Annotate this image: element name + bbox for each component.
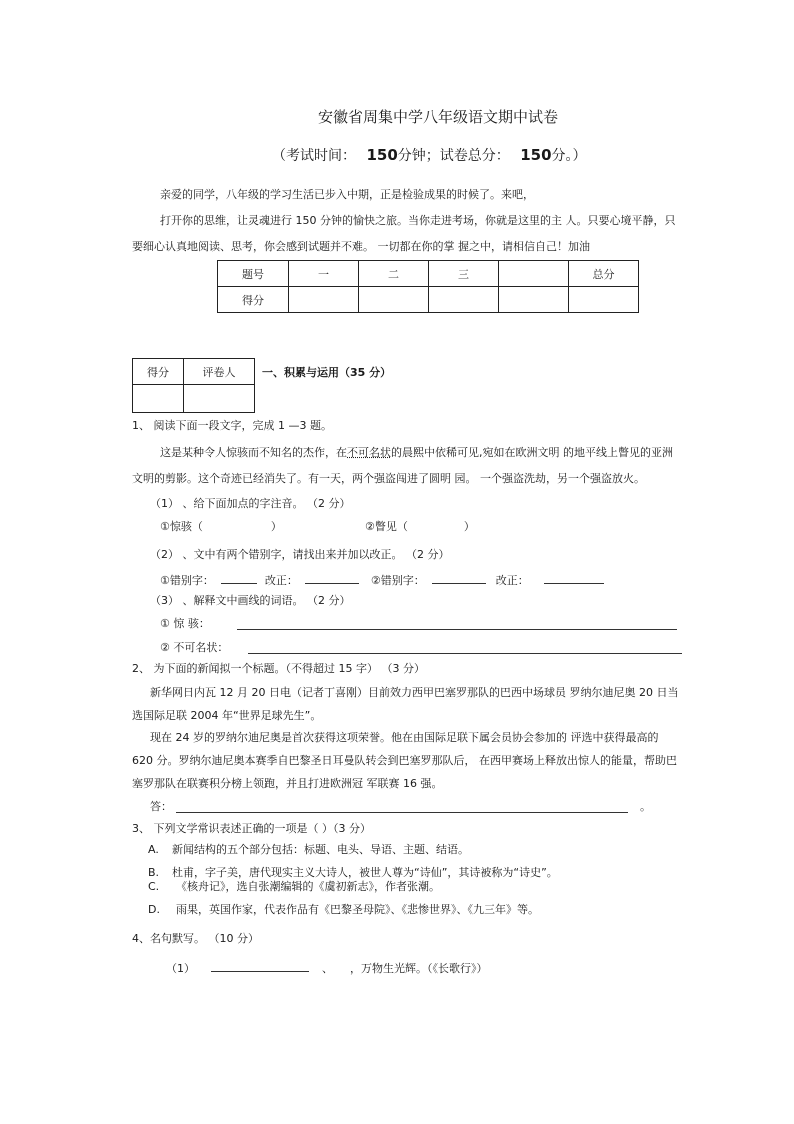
score-cell (289, 287, 359, 313)
sub2-wrong-char-blank-2[interactable] (432, 572, 486, 584)
option-d-letter: D. (148, 903, 160, 916)
exam-subtitle (272, 146, 587, 165)
grader-name-label: 评卷人 (184, 359, 255, 385)
option-b-letter: B. (148, 866, 160, 879)
q1-sub2: （2） 、文中有两个错别字，请找出来并加以改正。 （2 分） (150, 548, 450, 561)
option-c-letter: C. (148, 880, 160, 893)
q4-item-1-number: （1） (166, 962, 195, 975)
q1-paragraph-1 (160, 446, 673, 460)
q4-item-1-sep: 、 (322, 962, 333, 975)
q1-para1-part: 这是某种令人惊骇而不知名的杰作，在 (160, 446, 347, 459)
intro-line-2: 打开你的思维，让灵魂进行 150 分钟的愉快之旅。当你走进考场，你就是这里的主 人。只要心境平静，只 (160, 214, 676, 227)
q1-paragraph-2: 文明的剪影。这个奇迹已经消失了。有一天，两个强盗闯进了圆明 园。 一个强盗洗劫，另一个强盗放火。 (132, 472, 645, 485)
sub3-a-answer-line[interactable] (237, 629, 677, 630)
sub2-correction-label-2: 改正： (495, 574, 529, 587)
q1-sub2-line (160, 572, 604, 588)
q1-sub1-a (160, 520, 282, 534)
time-unit: 分钟；试卷总分： (397, 148, 510, 164)
q1-para1-part: 的晨熙中依稀可见,宛如在欧洲文明 的地平线上瞥见的亚洲 (391, 446, 673, 459)
score-table-col: 二 (359, 261, 429, 287)
page-title: 安徽省周集中学八年级语文期中试卷 (318, 108, 559, 126)
q2-answer-line[interactable] (176, 812, 628, 813)
score-table-row2-header: 得分 (218, 287, 289, 313)
q3-option-a (148, 843, 469, 857)
q2-answer-end: 。 (640, 800, 651, 813)
q1-sub1: （1） 、给下面加点的字注音。 （2 分） (150, 497, 351, 510)
grader-name-cell (184, 385, 255, 413)
q2-news-line-5: 塞罗那队在联赛积分榜上领跑，并且打进欧洲冠 军联赛 16 强。 (132, 777, 443, 790)
q3-option-c (148, 880, 440, 894)
intro-line-3: 要细心认真地阅读、思考，你会感到试题并不难。 一切都在你的掌 握之中，请相信自己！加油 (132, 240, 590, 253)
q1-sub3-b: ② 不可名状： (160, 641, 229, 654)
sub1-b-close: ） (463, 520, 475, 533)
section-1-heading: 一、积累与运用（35 分） (262, 366, 392, 379)
q3-option-b (148, 866, 558, 880)
q2-news-line-3: 现在 24 岁的罗纳尔迪尼奥是首次获得这项荣誉。他在由国际足联下属会员协会参加的 评选中获得最高的 (150, 731, 659, 744)
option-a-text: 新闻结构的五个部分包括：标题、电头、导语、主题、结语。 (172, 843, 469, 856)
q1-sub3-a: ① 惊 骇： (160, 617, 210, 630)
q1-stem: 1、 阅读下面一段文字，完成 1 —3 题。 (132, 419, 332, 432)
option-d-text: 雨果，英国作家，代表作品有《巴黎圣母院》、《悲惨世界》、《九三年》等。 (176, 903, 539, 916)
option-a-letter: A. (148, 843, 159, 856)
grader-score-cell (133, 385, 184, 413)
q2-news-line-4: 620 分。罗纳尔迪尼奥本赛季自巴黎圣日耳曼队转会到巴塞罗那队后， 在西甲赛场上释放出惊人的能量，帮助巴 (132, 754, 677, 767)
score-cell (429, 287, 499, 313)
sub2-correction-blank-2[interactable] (544, 572, 604, 584)
score-cell (499, 287, 569, 313)
q1-sub1-b (365, 520, 475, 534)
q2-news-line-1: 新华网日内瓦 12 月 20 日电（记者丁喜刚）目前效力西甲巴塞罗那队的巴西中场球员 罗纳尔迪尼奥 20 日当 (150, 686, 679, 699)
sub2-wrong-char-label: ①错别字： (160, 574, 214, 587)
q3-stem: 3、 下列文学常识表述正确的一项是（ ）（3 分） (132, 822, 371, 835)
q3-option-d (148, 903, 539, 917)
score-value: 150 (520, 146, 552, 164)
score-table-header: 题号 (218, 261, 289, 287)
time-value: 150 (366, 146, 398, 164)
subtitle-prefix: （考试时间： (272, 148, 356, 164)
q2-answer-label: 答： (150, 800, 172, 813)
sub1-a-label: ①惊骇（ (160, 520, 203, 533)
q4-item-1 (166, 960, 488, 976)
sub1-b-label: ②瞥见（ (365, 520, 408, 533)
sub2-correction-blank[interactable] (305, 572, 359, 584)
score-table-col: 一 (289, 261, 359, 287)
q1-underlined-term: 不可名状 (347, 446, 391, 459)
q4-item-1-text: ，万物生光辉。（《长歌行》） (350, 962, 488, 975)
score-table-col: 总分 (569, 261, 639, 287)
q4-item-1-blank[interactable] (211, 960, 309, 972)
option-c-text: 《核舟记》，选自张潮编辑的《虞初新志》，作者张潮。 (176, 880, 440, 893)
q1-sub3: （3） 、解释文中画线的词语。 （2 分） (150, 594, 351, 607)
q2-news-line-2: 选国际足联 2004 年“世界足球先生”。 (132, 709, 322, 722)
grader-table (132, 358, 255, 413)
sub2-wrong-char-blank[interactable] (221, 572, 257, 584)
sub1-a-close: ） (270, 520, 282, 533)
sub2-wrong-char-label-2: ②错别字： (370, 574, 425, 587)
q2-stem: 2、 为下面的新闻拟一个标题。（不得超过 15 字） （3 分） (132, 662, 425, 675)
score-unit: 分。） (551, 148, 587, 164)
q4-stem: 4、名句默写。 （10 分） (132, 932, 259, 945)
score-cell (569, 287, 639, 313)
option-b-text: 杜甫，字子美，唐代现实主义大诗人，被世人尊为“诗仙”，其诗被称为“诗史”。 (172, 866, 558, 879)
score-table (217, 260, 639, 313)
intro-line-1: 亲爱的同学，八年级的学习生活已步入中期，正是检验成果的时候了。来吧， (160, 188, 534, 201)
grader-score-label: 得分 (133, 359, 184, 385)
sub3-b-answer-line[interactable] (248, 653, 682, 654)
score-table-col: 三 (429, 261, 499, 287)
sub2-correction-label: 改正： (264, 574, 298, 587)
score-cell (359, 287, 429, 313)
score-table-col (499, 261, 569, 287)
